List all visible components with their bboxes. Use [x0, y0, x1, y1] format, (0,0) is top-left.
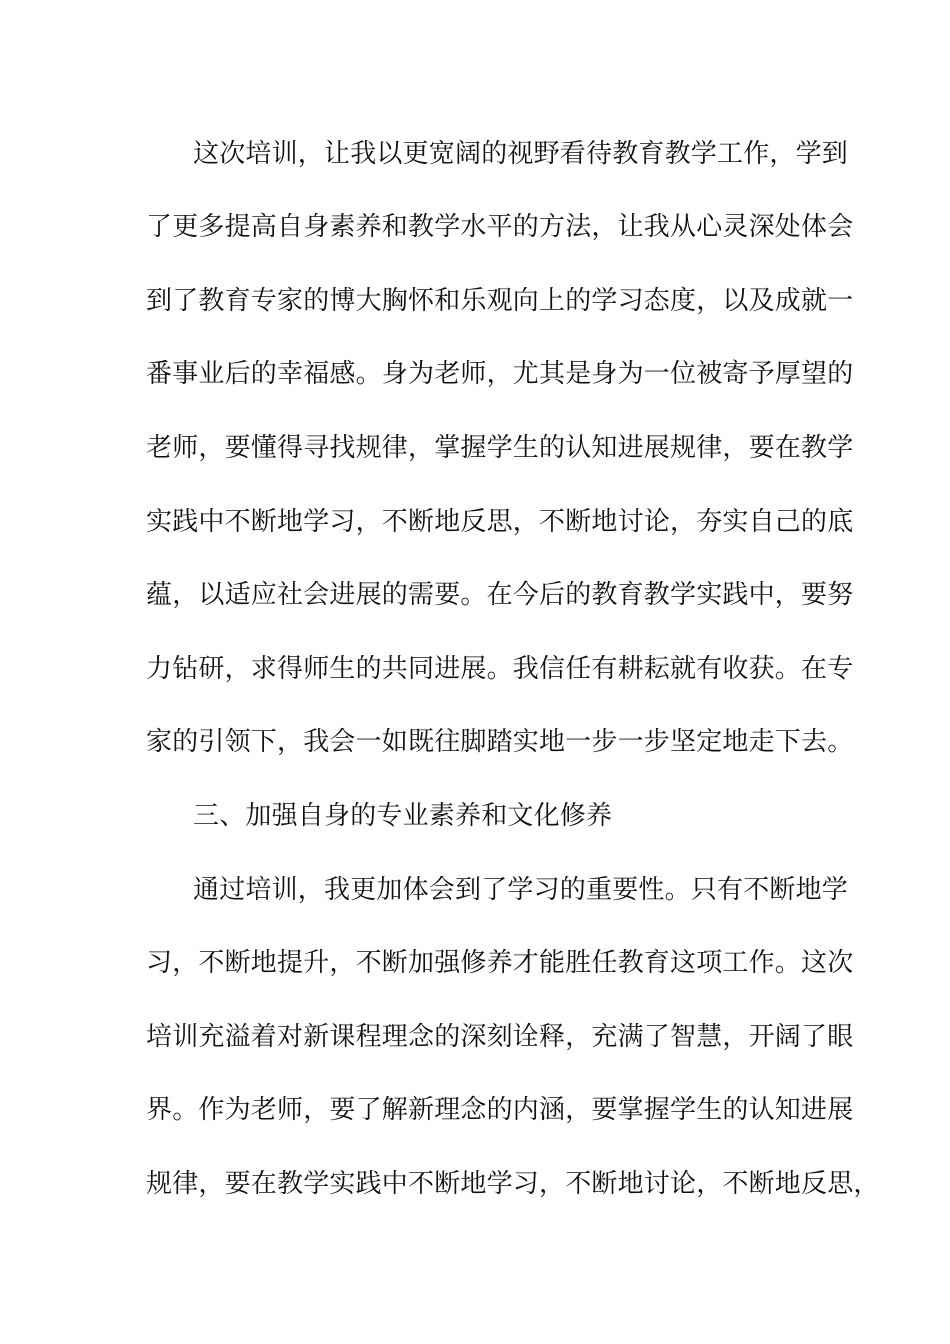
paragraph-line: 通过培训，我更加体会到了学习的重要性。只有不断地学 — [193, 875, 849, 905]
paragraph-line: 界。作为老师，要了解新理念的内涵，要掌握学生的认知进展 — [146, 1095, 854, 1125]
paragraph-line: 到了教育专家的博大胸怀和乐观向上的学习态度，以及成就一 — [146, 286, 854, 316]
paragraph-line: 这次培训，让我以更宽阔的视野看待教育教学工作，学到 — [193, 139, 849, 169]
paragraph-line: 实践中不断地学习，不断地反思，不断地讨论，夯实自己的底 — [146, 507, 854, 537]
paragraph-line: 了更多提高自身素养和教学水平的方法，让我从心灵深处体会 — [146, 212, 854, 242]
paragraph-line: 规律，要在教学实践中不断地学习，不断地讨论，不断地反思， — [146, 1169, 880, 1199]
paragraph-line: 老师，要懂得寻找规律，掌握学生的认知进展规律，要在教学 — [146, 433, 854, 463]
paragraph-line: 培训充溢着对新课程理念的深刻诠释，充满了智慧，开阔了眼 — [146, 1022, 854, 1052]
paragraph-line: 力钻研，求得师生的共同进展。我信任有耕耘就有收获。在专 — [146, 654, 854, 684]
paragraph-line: 家的引领下，我会一如既往脚踏实地一步一步坚定地走下去。 — [146, 727, 854, 757]
section-heading: 三、加强自身的专业素养和文化修养 — [193, 801, 613, 831]
paragraph-line: 番事业后的幸福感。身为老师，尤其是身为一位被寄予厚望的 — [146, 359, 854, 389]
paragraph-line: 蕴，以适应社会进展的需要。在今后的教育教学实践中，要努 — [146, 580, 854, 610]
paragraph-line: 习，不断地提升，不断加强修养才能胜任教育这项工作。这次 — [146, 948, 854, 978]
